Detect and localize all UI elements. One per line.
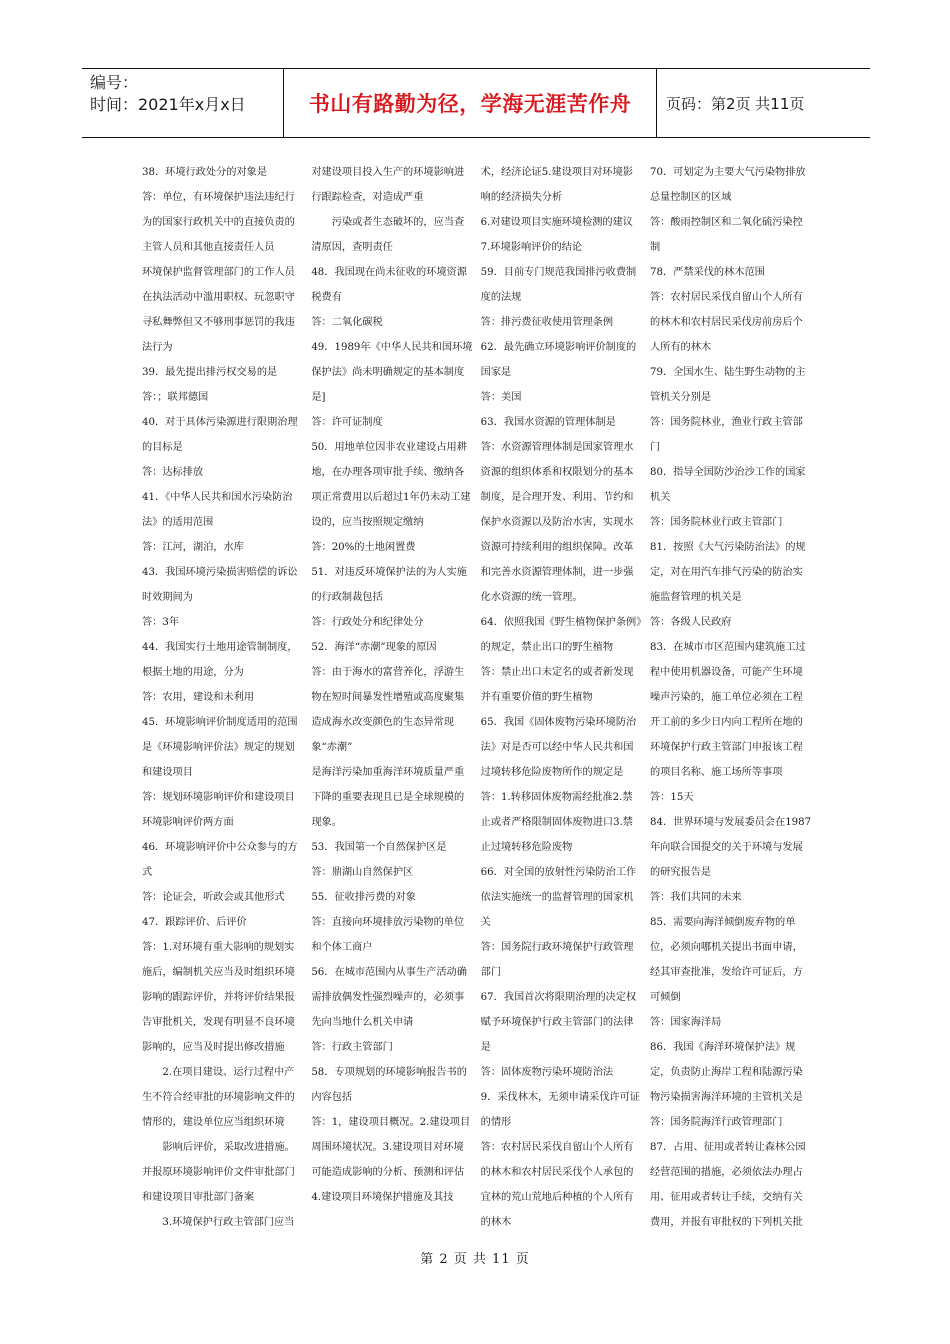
paragraph: 38．环境行政处分的对象是 (142, 167, 268, 178)
paragraph: 答：美国 (480, 392, 522, 403)
paragraph: 2.在项目建设、运行过程中产生不符合经审批的环境影响文件的情形的，建设单位应当组织环境 (142, 1067, 295, 1128)
paragraph: 答：规划环境影响评价和建设项目环境影响评价两方面 (142, 792, 295, 828)
paragraph: 答：许可证制度 (311, 417, 383, 428)
page-header (82, 68, 870, 138)
paragraph: 答：国务院海洋行政管理部门 (649, 1117, 783, 1128)
paragraph: 答：1，建设项目概况。2.建设项目周围环境状况。3.建设项目对环境可能造成影响的分析、预测和评估 (311, 1117, 471, 1178)
paragraph: 64．依照我国《野生植物保护条例》的规定，禁止出口的野生植物 (480, 617, 642, 653)
paragraph: 答：；联邦德国 (142, 392, 209, 403)
paragraph: 答：二氧化碳税 (311, 317, 383, 328)
paragraph: 答：酸雨控制区和二氧化硫污染控制 (649, 217, 803, 253)
paragraph: 答：鼎湖山自然保护区 (311, 867, 414, 878)
paragraph: 答：单位，有环境保护违法违纪行为的国家行政机关中的直接负责的主管人员和其他直接责任人员 (142, 192, 295, 253)
text-column-4 (650, 160, 812, 1232)
paragraph: 答：达标排放 (142, 467, 204, 478)
paragraph: 答：1.对环境有重大影响的规划实施后，编制机关应当及时组织环境影响的跟踪评价，并将评价结果报告审批机关，发现有明显不良环境影响的，应当及时提出修改措施 (142, 942, 295, 1053)
document-body (142, 160, 812, 1232)
paragraph: 答：由于海水的富营养化，浮游生物在短时间暴发性增殖或高度聚集造成海水改变颜色的生态异常现象“赤潮” (311, 667, 465, 753)
paragraph: 影响后评价，采取改进措施。并报原环境影响评价文件审批部门和建设项目审批部门备案 (142, 1142, 295, 1203)
paragraph: 答：各级人民政府 (649, 617, 732, 628)
paragraph: 45．环境影响评价制度适用的范围是《环境影响评价法》规定的规划和建设项目 (142, 717, 298, 778)
paragraph: 67．我国首次将限期治理的决定权赋予环境保护行政主管部门的法律是 (480, 992, 637, 1053)
paragraph: 85．需要向海洋倾倒废弃物的单位，必须向哪机关提出书面申请，经其审查批准，发给许可证后，方可倾倒 (649, 917, 803, 1003)
paragraph: 87．占用、征用或者转让森林公园经营范围的措施，必须依法办理占用、征用或者转让手续，交纳有关费用，并报有审批权的下列机关批 (649, 1142, 806, 1228)
paragraph: 答：行政主管部门 (311, 1042, 393, 1053)
paragraph: 78．严禁采伐的林木范围 (649, 267, 765, 278)
paragraph: 答：国务院行政环境保护行政管理部门 (480, 942, 634, 978)
paragraph: 43．我国环境污染损害赔偿的诉讼时效期间为 (142, 567, 298, 603)
paragraph: 47．跟踪评价、后评价 (142, 917, 247, 928)
number-label: 编号： (90, 73, 139, 92)
paragraph: 环境保护监督管理部门的工作人员在执法活动中滥用职权、玩忽职守寻私舞弊但又不够刑事惩罚的我违法行为 (142, 267, 295, 353)
paragraph: 4.建设项目环境保护措施及其技 (311, 1192, 454, 1203)
paragraph: 58．专项规划的环境影响报告书的内容包括 (311, 1067, 467, 1103)
text-column-2 (311, 160, 473, 1232)
paragraph: 50．用地单位因非农业建设占用耕地，在办理各项审批手续、缴纳各项正常费用以后超过1年仍未动工建设的，应当按照规定缴纳 (311, 442, 471, 528)
paragraph: 答：20%的土地闲置费 (311, 542, 416, 553)
text-column-3 (481, 160, 643, 1232)
paragraph: 41．《中华人民共和国水污染防治法》的适用范围 (142, 492, 293, 528)
paragraph: 6.对建设项目实施环境检测的建议7.环境影响评价的结论 (480, 217, 633, 253)
paragraph: 59．目前专门规范我国排污收费制度的法规 (480, 267, 637, 303)
paragraph: 46．环境影响评价中公众参与的方式 (142, 842, 298, 878)
paragraph: 49．1989年《中华人民共和国环境保护法》尚未明确规定的基本制度是] (311, 342, 473, 403)
paragraph: 3.环境保护行政主管部门应当 (162, 1217, 295, 1228)
paragraph: 44．我国实行土地用途管制制度，根据土地的用途，分为 (142, 642, 298, 678)
text-column-1 (142, 160, 304, 1232)
paragraph: 答：禁止出口未定名的或者新发现并有重要价值的野生植物 (480, 667, 634, 703)
paragraph: 答：国家海洋局 (649, 1017, 722, 1028)
paragraph: 9．采伐林木，无须申请采伐许可证的情形 (480, 1092, 640, 1128)
paragraph: 66．对全国的放射性污染防治工作依法实施统一的监督管理的国家机关 (480, 867, 637, 928)
paragraph: 80．指导全国防沙治沙工作的国家机关 (649, 467, 806, 503)
paragraph: 答：农用，建设和未利用 (142, 692, 255, 703)
paragraph: 答：国务院林业行政主管部门 (649, 517, 783, 528)
paragraph: 40．对于具体污染源进行限期治理的目标是 (142, 417, 298, 453)
paragraph: 答：1.转移固体废物需经批准2.禁止或者严格限制固体废物进口3.禁止过境转移危险废物 (480, 792, 633, 853)
paragraph: 答：我们共同的未来 (649, 892, 742, 903)
paragraph: 53．我国第一个自然保护区是 (311, 842, 447, 853)
paragraph: 答：江河，湖泊，水库 (142, 542, 244, 553)
paragraph: 83．在城市市区范围内建筑施工过程中使用机器设备，可能产生环境噪声污染的，施工单位必须在工程开工前的多少日内向工程所在地的环境保护行政主管部门申报该工程的项目名称、施工场所等事项 (649, 642, 806, 778)
paragraph: 答：直接向环境排放污染物的单位和个体工商户 (311, 917, 465, 953)
paragraph: 81．按照《大气污染防治法》的规定，对在用汽车排气污染的防治实施监督管理的机关是 (649, 542, 806, 603)
paragraph: 答：农村居民采伐自留山个人所有的林木和农村居民采伐个人承包的宜林的荒山荒地后种植的个人所有的林木 (480, 1142, 634, 1228)
paragraph: 答：行政处分和纪律处分 (311, 617, 424, 628)
paragraph: 79．全国水生、陆生野生动物的主管机关分别是 (649, 367, 806, 403)
page-footer: 第 2 页 共 11 页 (420, 1252, 530, 1267)
paragraph: 污染或者生态破坏的，应当查清原因，查明责任 (311, 217, 465, 253)
paragraph: 65．我国《固体废物污染环境防治法》对是否可以经中华人民共和国过境转移危险废物所作的规定是 (480, 717, 637, 778)
paragraph: 答：论证会，听政会或其他形式 (142, 892, 285, 903)
paragraph: 52．海洋“赤潮”现象的原因 (311, 642, 437, 653)
paragraph: 答：排污费征收使用管理条例 (480, 317, 614, 328)
paragraph: 86．我国《海洋环境保护法》规定，负责防止海岸工程和陆源污染物污染损害海洋环境的主管机关是 (649, 1042, 803, 1103)
paragraph: 术，经济论证5.建设项目对环境影响的经济损失分析 (480, 167, 633, 203)
paragraph: 62．最先确立环境影响评价制度的国家是 (480, 342, 637, 378)
header-meta-cell (82, 69, 284, 137)
paragraph: 答：固体废物污染环境防治法 (480, 1067, 614, 1078)
paragraph: 63．我国水资源的管理体制是 (480, 417, 616, 428)
paragraph: 答：水资源管理体制是国家管理水资源的组织体系和权限划分的基本制度，是合理开发、利用、节约和保护水资源以及防治水害，实现水资源可持续利用的组织保障。改革和完善水资源管理体制，进一步强化水资源的统一管理。 (480, 442, 634, 603)
paragraph: 答：国务院林业，渔业行政主管部门 (649, 417, 803, 453)
time-label: 时间：2021年x月x日 (90, 95, 246, 114)
paragraph: 51．对违反环境保护法的为人实施的行政制裁包括 (311, 567, 467, 603)
paragraph: 56．在城市范围内从事生产活动确需排放偶发性强烈噪声的，必须事先向当地什么机关申请 (311, 967, 467, 1028)
paragraph: 对建设项目投入生产的环境影响进行跟踪检查，对造成严重 (311, 167, 465, 203)
header-motto: 书山有路勤为径，学海无涯苦作舟 (284, 69, 657, 137)
paragraph: 答：农村居民采伐自留山个人所有的林木和农村居民采伐房前房后个人所有的林木 (649, 292, 803, 353)
paragraph: 39．最先提出排污权交易的是 (142, 367, 278, 378)
paragraph: 是海洋污染加重海洋环境质量严重下降的重要表现且已是全球规模的现象。 (311, 767, 465, 828)
paragraph: 84．世界环境与发展委员会在1987年向联合国提交的关于环境与发展的研究报告是 (649, 817, 812, 878)
paragraph: 55．征收排污费的对象 (311, 892, 416, 903)
paragraph: 答：3年 (142, 617, 180, 628)
paragraph: 70．可划定为主要大气污染物排放总量控制区的区域 (649, 167, 806, 203)
paragraph: 48．我国现在尚未征收的环境资源税费有 (311, 267, 467, 303)
header-page-label: 页码：第2页 共11页 (666, 94, 805, 113)
paragraph: 答：15天 (649, 792, 694, 803)
